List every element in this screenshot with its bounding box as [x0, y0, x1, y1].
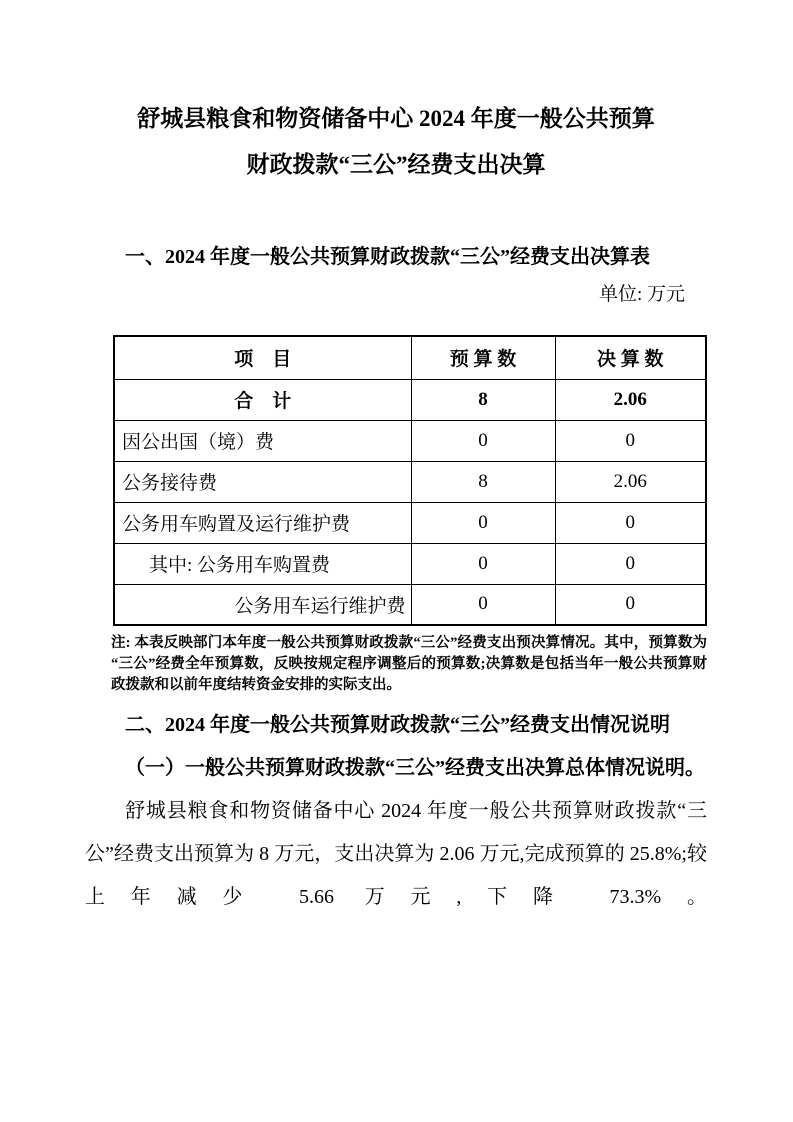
row-vehicle-purchase-budget: 0: [411, 543, 555, 584]
row-reception-item: 公务接待费: [114, 461, 411, 502]
row-abroad-final: 0: [555, 420, 706, 461]
column-header-final: 决 算 数: [555, 336, 706, 379]
table-row-vehicle-purchase-expense: [114, 543, 706, 584]
column-header-item: 项 目: [114, 336, 411, 379]
document-title: [85, 96, 707, 188]
document-title-line1: 舒城县粮食和物资储备中心 2024 年度一般公共预算: [137, 106, 655, 131]
row-vehicle-total-item: 公务用车购置及运行维护费: [114, 502, 411, 543]
three-public-expense-table: [113, 335, 707, 626]
table-row-vehicle-total-expense: [114, 502, 706, 543]
table-row-vehicle-maintenance-expense: [114, 584, 706, 625]
row-vehicle-maintenance-final: 0: [555, 584, 706, 625]
row-abroad-item: 因公出国（境）费: [114, 420, 411, 461]
row-total-item: 合 计: [114, 379, 411, 420]
row-vehicle-purchase-final: 0: [555, 543, 706, 584]
table-note: 注: 本表反映部门本年度一般公共预算财政拨款“三公”经费支出预决算情况。其中，预算数为“三公”经费全年预算数，反映按规定程序调整后的预算数;决算数是包括当年一般公共预算财政拨款和以前年度结转资金安排的实际支出。: [111, 635, 707, 693]
document-title-line2: 财政拨款“三公”经费支出决算: [246, 152, 546, 177]
row-total-budget: 8: [411, 379, 555, 420]
row-vehicle-maintenance-budget: 0: [411, 584, 555, 625]
unit-label: 单位: 万元: [598, 284, 685, 305]
row-vehicle-purchase-item: 其中: 公务用车购置费: [114, 543, 411, 584]
table-row-reception-expense: [114, 461, 706, 502]
row-abroad-budget: 0: [411, 420, 555, 461]
row-total-final: 2.06: [555, 379, 706, 420]
table-header-row: [114, 336, 706, 379]
row-reception-budget: 8: [411, 461, 555, 502]
table-row-total: [114, 379, 706, 420]
section-1-heading: 一、2024 年度一般公共预算财政拨款“三公”经费支出决算表: [125, 246, 650, 268]
row-vehicle-total-final: 0: [555, 502, 706, 543]
row-vehicle-maintenance-item: 公务用车运行维护费: [114, 584, 411, 625]
summary-paragraph: 舒城县粮食和物资储备中心 2024 年度一般公共预算财政拨款“三公”经费支出预算为 8 万元，支出决算为 2.06 万元,完成预算的 25.8%;较上年减少 5.66 万元,下降 73.3%。: [85, 800, 707, 908]
section-2-heading: 二、2024 年度一般公共预算财政拨款“三公”经费支出情况说明: [125, 714, 670, 736]
subsection-1-heading: （一）一般公共预算财政拨款“三公”经费支出决算总体情况说明。: [125, 757, 705, 779]
column-header-budget: 预 算 数: [411, 336, 555, 379]
row-reception-final: 2.06: [555, 461, 706, 502]
row-vehicle-total-budget: 0: [411, 502, 555, 543]
table-row-abroad-expense: [114, 420, 706, 461]
